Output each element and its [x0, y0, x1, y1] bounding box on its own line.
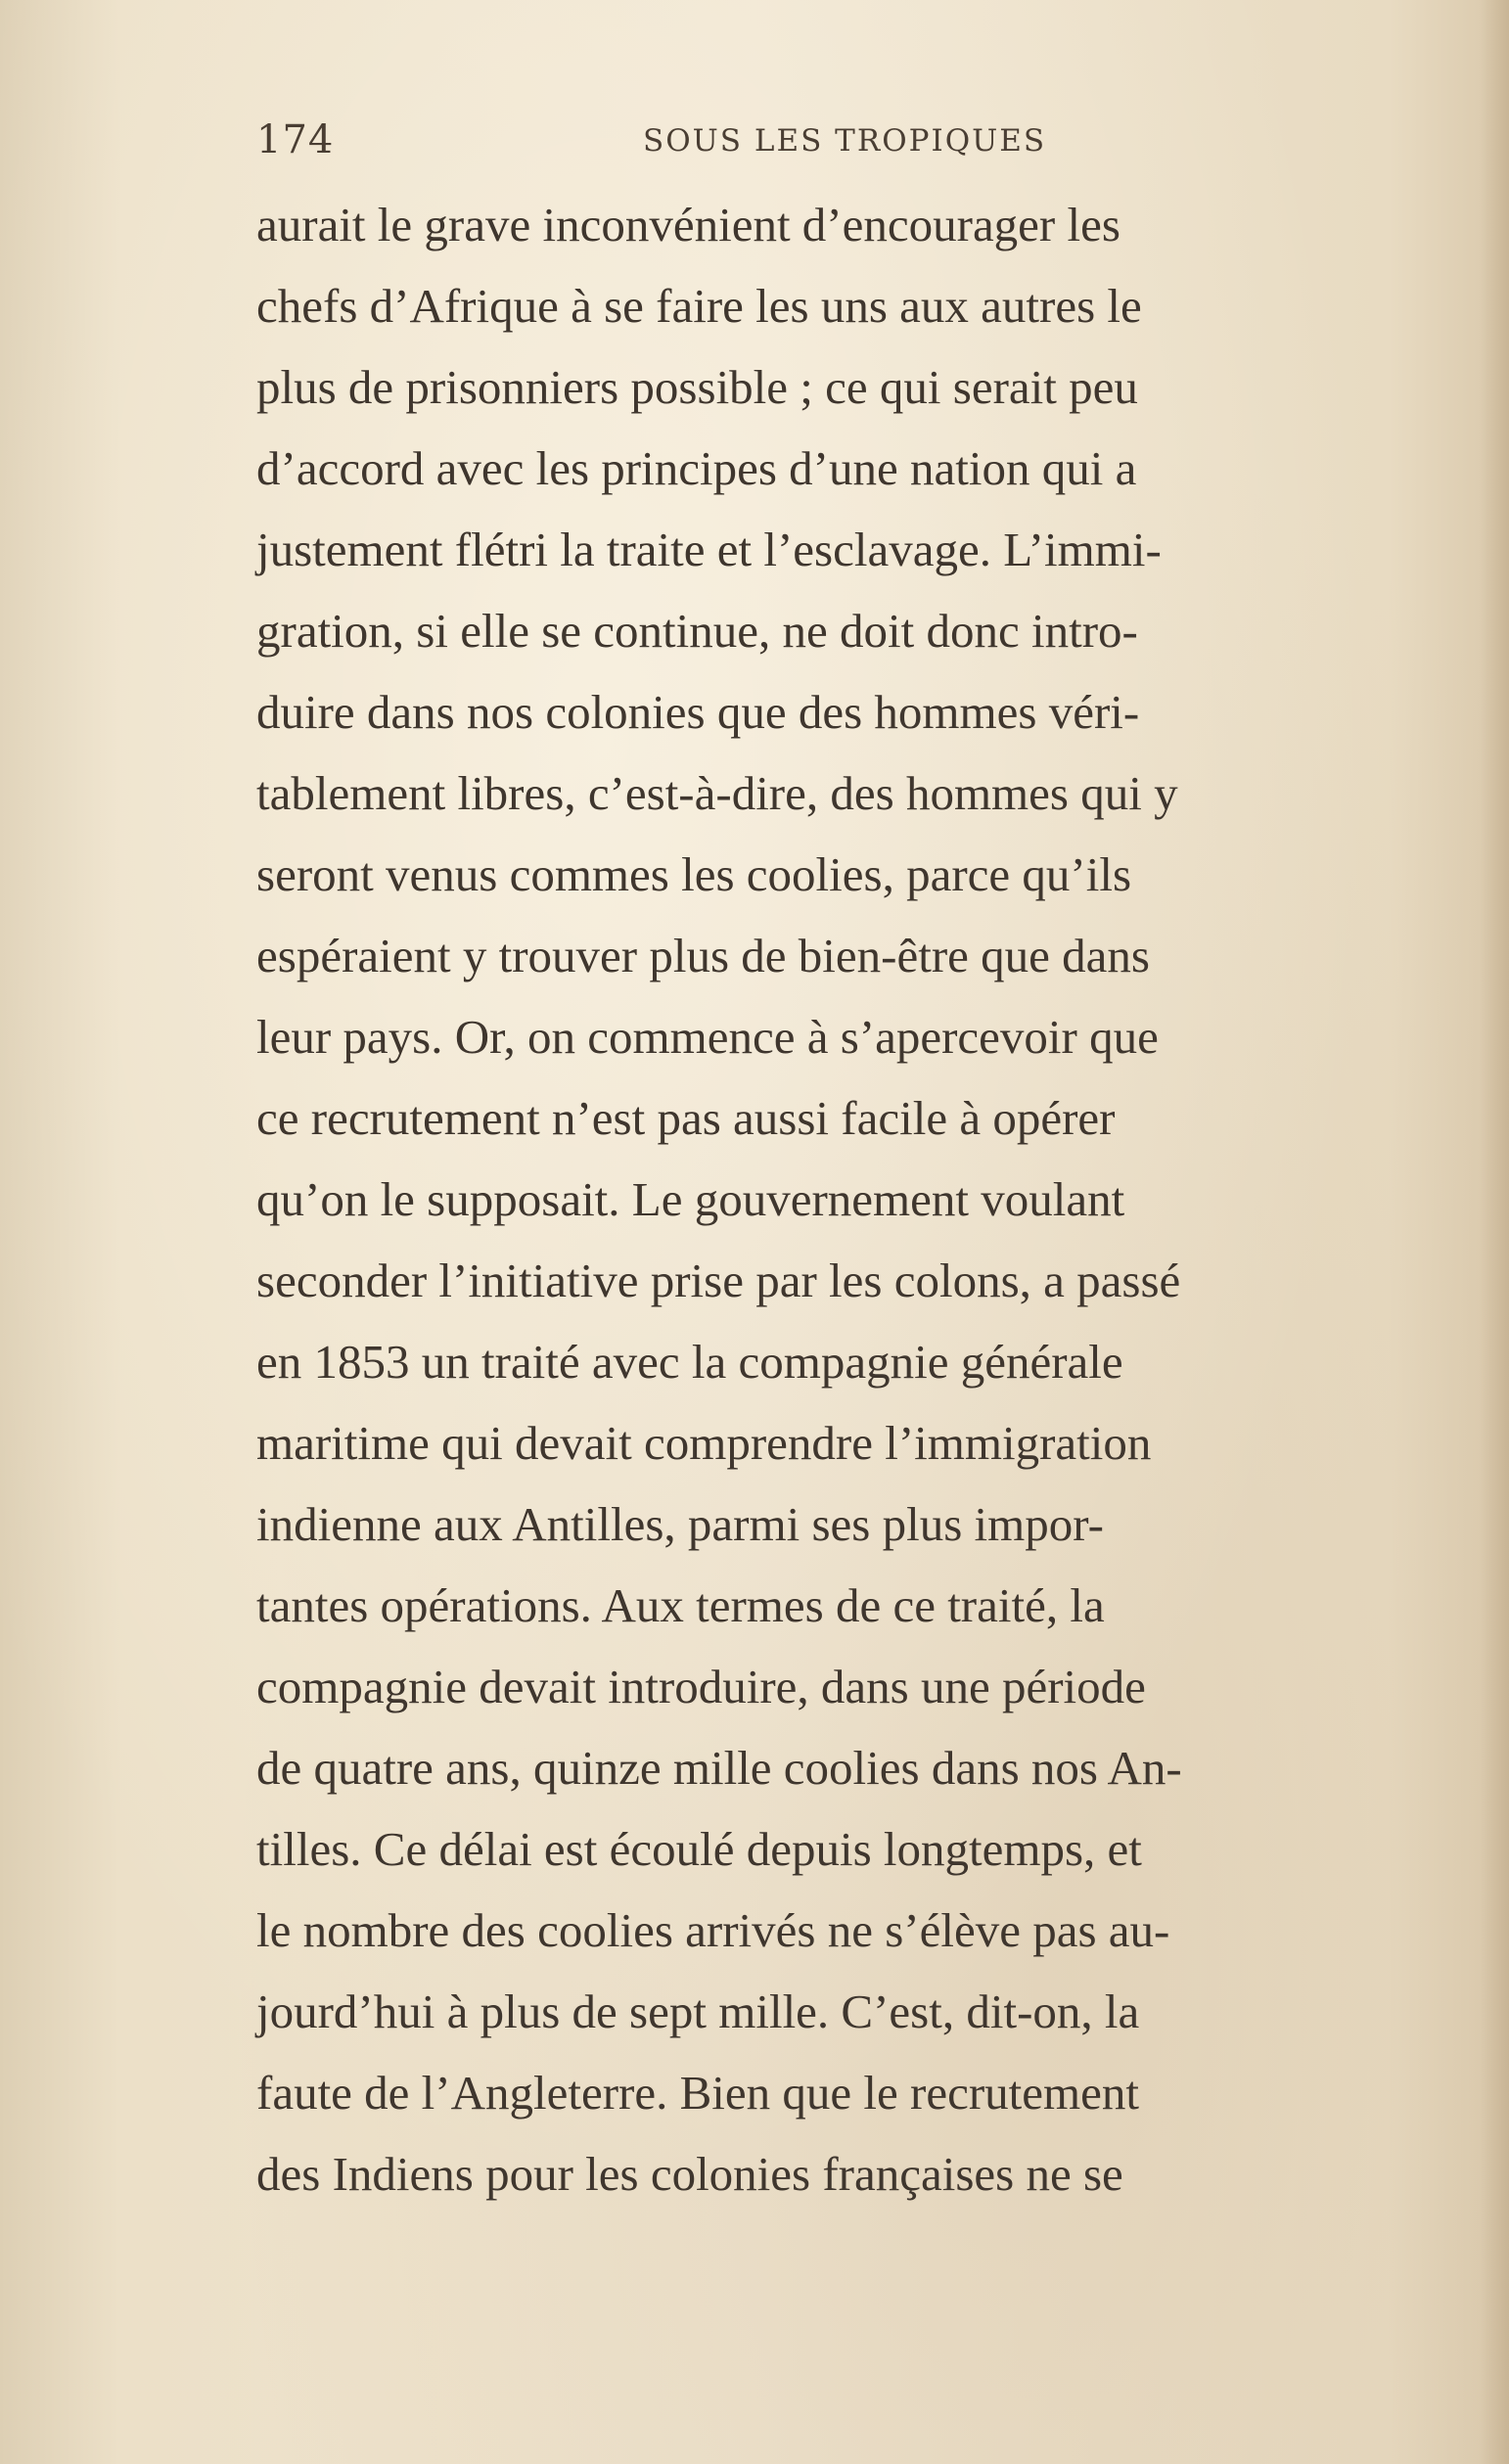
text-line: ce recrutement n’est pas aussi facile à opérer	[256, 1091, 1116, 1145]
text-line: le nombre des coolies arrivés ne s’élève pas au-	[256, 1903, 1170, 1957]
text-line: tilles. Ce délai est écoulé depuis longtemps, et	[256, 1822, 1142, 1876]
text-line: leur pays. Or, on commence à s’apercevoir que	[256, 1010, 1159, 1064]
text-line: gration, si elle se continue, ne doit donc intro-	[256, 604, 1138, 658]
text-line: faute de l’Angleterre. Bien que le recrutement	[256, 2066, 1139, 2120]
text-line: jourd’hui à plus de sept mille. C’est, dit-on, la	[256, 1985, 1140, 2038]
text-line: tablement libres, c’est-à-dire, des hommes qui y	[256, 766, 1178, 820]
text-line: seconder l’initiative prise par les colons, a passé	[256, 1254, 1181, 1307]
text-line: plus de prisonniers possible ; ce qui serait peu	[256, 360, 1138, 414]
text-line: duire dans nos colonies que des hommes véri-	[256, 685, 1140, 739]
text-line: d’accord avec les principes d’une nation qui a	[256, 441, 1137, 495]
text-line: chefs d’Afrique à se faire les uns aux autres le	[256, 279, 1142, 333]
text-line: justement flétri la traite et l’esclavage. L’immi-	[256, 523, 1162, 576]
text-line: des Indiens pour les colonies françaises ne se	[256, 2147, 1123, 2201]
text-line: seront venus commes les coolies, parce qu’ils	[256, 847, 1132, 901]
page-header	[256, 115, 1431, 174]
text-line: compagnie devait introduire, dans une période	[256, 1660, 1146, 1713]
text-line: indienne aux Antilles, parmi ses plus impor-	[256, 1497, 1104, 1551]
text-line: en 1853 un traité avec la compagnie générale	[256, 1335, 1123, 1389]
text-line: qu’on le supposait. Le gouvernement voulant	[256, 1172, 1125, 1226]
text-line: tantes opérations. Aux termes de ce traité, la	[256, 1578, 1105, 1632]
page-edge-shadow	[1480, 0, 1509, 2464]
text-line: de quatre ans, quinze mille coolies dans nos An-	[256, 1741, 1182, 1795]
page-number: 174	[256, 117, 335, 162]
text-line: espéraient y trouver plus de bien-être que dans	[256, 929, 1150, 982]
running-title: SOUS LES TROPIQUES	[643, 123, 1047, 159]
text-line: aurait le grave inconvénient d’encourager les	[256, 198, 1120, 251]
text-line: maritime qui devait comprendre l’immigration	[256, 1416, 1152, 1470]
